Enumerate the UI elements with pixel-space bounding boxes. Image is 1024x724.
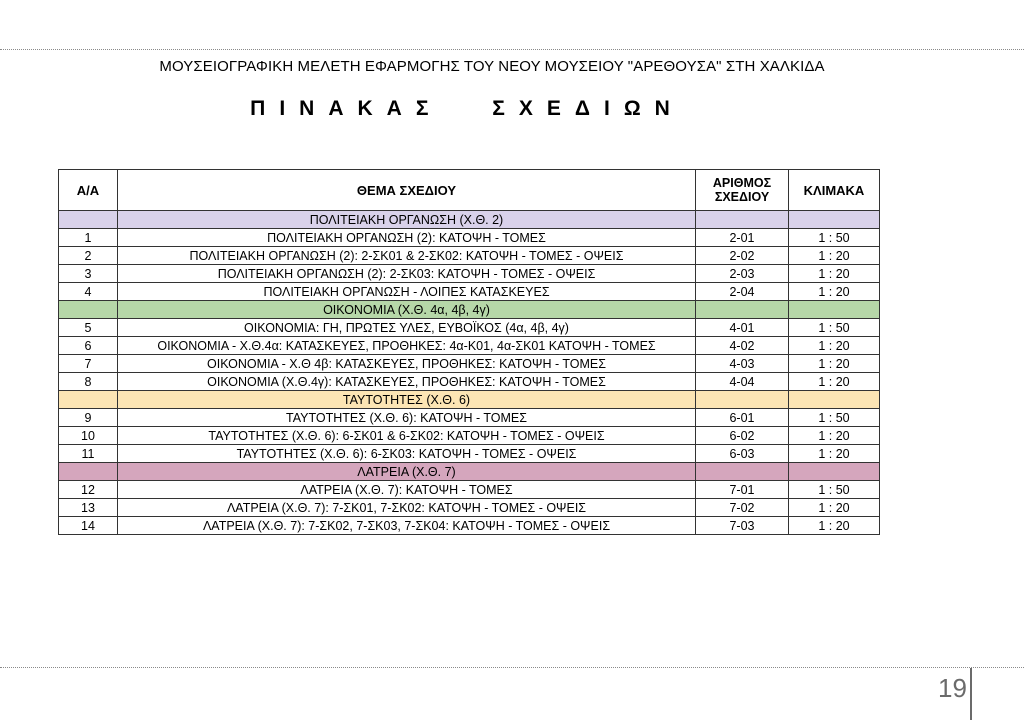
group-row <box>59 391 880 409</box>
cell-theme: ΤΑΥΤΟΤΗΤΕΣ (Χ.Θ. 6): ΚΑΤΟΨΗ - ΤΟΜΕΣ <box>118 409 696 427</box>
cell-drawing-number: 6-03 <box>696 445 789 463</box>
cell-theme: ΠΟΛΙΤΕΙΑΚΗ ΟΡΓΑΝΩΣΗ (2): ΚΑΤΟΨΗ - ΤΟΜΕΣ <box>118 229 696 247</box>
cell-drawing-number: 7-02 <box>696 499 789 517</box>
table-row <box>59 247 880 265</box>
group-label: ΛΑΤΡΕΙΑ (Χ.Θ. 7) <box>118 463 696 481</box>
group-label: ΠΟΛΙΤΕΙΑΚΗ ΟΡΓΑΝΩΣΗ (Χ.Θ. 2) <box>118 211 696 229</box>
group-cell-scale <box>789 463 880 481</box>
cell-aa: 7 <box>59 355 118 373</box>
group-cell-aa <box>59 463 118 481</box>
cell-scale: 1 : 50 <box>789 229 880 247</box>
cell-theme: ΟΙΚΟΝΟΜΙΑ - Χ.Θ.4α: ΚΑΤΑΣΚΕΥΕΣ, ΠΡΟΘΗΚΕΣ: 4α-Κ01, 4α-ΣΚ01 ΚΑΤΟΨΗ - ΤΟΜΕΣ <box>118 337 696 355</box>
table-title <box>0 97 1024 121</box>
table-row <box>59 319 880 337</box>
cell-drawing-number: 2-03 <box>696 265 789 283</box>
cell-scale: 1 : 20 <box>789 283 880 301</box>
drawings-table <box>58 169 880 535</box>
group-cell-number <box>696 301 789 319</box>
cell-drawing-number: 2-02 <box>696 247 789 265</box>
table-header-row <box>59 170 880 211</box>
group-cell-number <box>696 463 789 481</box>
document-header <box>0 58 1024 75</box>
cell-scale: 1 : 20 <box>789 427 880 445</box>
cell-theme: ΠΟΛΙΤΕΙΑΚΗ ΟΡΓΑΝΩΣΗ (2): 2-ΣΚ03: ΚΑΤΟΨΗ - ΤΟΜΕΣ - ΟΨΕΙΣ <box>118 265 696 283</box>
group-row <box>59 301 880 319</box>
cell-drawing-number: 4-01 <box>696 319 789 337</box>
group-label: ΤΑΥΤΟΤΗΤΕΣ (Χ.Θ. 6) <box>118 391 696 409</box>
page-number-bar <box>970 668 972 720</box>
group-row <box>59 211 880 229</box>
cell-drawing-number: 4-02 <box>696 337 789 355</box>
cell-aa: 2 <box>59 247 118 265</box>
cell-aa: 3 <box>59 265 118 283</box>
cell-drawing-number: 7-01 <box>696 481 789 499</box>
table-body <box>59 211 880 535</box>
cell-aa: 11 <box>59 445 118 463</box>
column-header-scale: ΚΛΙΜΑΚΑ <box>789 170 880 211</box>
cell-theme: ΠΟΛΙΤΕΙΑΚΗ ΟΡΓΑΝΩΣΗ - ΛΟΙΠΕΣ ΚΑΤΑΣΚΕΥΕΣ <box>118 283 696 301</box>
cell-scale: 1 : 20 <box>789 265 880 283</box>
group-cell-aa <box>59 391 118 409</box>
cell-aa: 12 <box>59 481 118 499</box>
cell-scale: 1 : 20 <box>789 373 880 391</box>
cell-scale: 1 : 50 <box>789 409 880 427</box>
cell-scale: 1 : 20 <box>789 247 880 265</box>
cell-theme: ΛΑΤΡΕΙΑ (Χ.Θ. 7): ΚΑΤΟΨΗ - ΤΟΜΕΣ <box>118 481 696 499</box>
cell-drawing-number: 6-02 <box>696 427 789 445</box>
group-label: ΟΙΚΟΝΟΜΙΑ (Χ.Θ. 4α, 4β, 4γ) <box>118 301 696 319</box>
table-row <box>59 499 880 517</box>
top-dotted-rule <box>0 49 1024 50</box>
group-cell-scale <box>789 301 880 319</box>
cell-aa: 4 <box>59 283 118 301</box>
column-header-drawing-number <box>696 170 789 211</box>
cell-theme: ΛΑΤΡΕΙΑ (Χ.Θ. 7): 7-ΣΚ01, 7-ΣΚ02: ΚΑΤΟΨΗ - ΤΟΜΕΣ - ΟΨΕΙΣ <box>118 499 696 517</box>
cell-drawing-number: 4-03 <box>696 355 789 373</box>
cell-aa: 1 <box>59 229 118 247</box>
bottom-dotted-rule <box>0 667 1024 668</box>
table-title-text: ΠΙΝΑΚΑΣ ΣΧΕΔΙΩΝ <box>250 97 684 120</box>
cell-theme: ΟΙΚΟΝΟΜΙΑ - Χ.Θ 4β: ΚΑΤΑΣΚΕΥΕΣ, ΠΡΟΘΗΚΕΣ: ΚΑΤΟΨΗ - ΤΟΜΕΣ <box>118 355 696 373</box>
table-row <box>59 409 880 427</box>
cell-theme: ΠΟΛΙΤΕΙΑΚΗ ΟΡΓΑΝΩΣΗ (2): 2-ΣΚ01 & 2-ΣΚ02: ΚΑΤΟΨΗ - ΤΟΜΕΣ - ΟΨΕΙΣ <box>118 247 696 265</box>
table-row <box>59 355 880 373</box>
group-cell-scale <box>789 391 880 409</box>
cell-scale: 1 : 20 <box>789 355 880 373</box>
cell-theme: ΟΙΚΟΝΟΜΙΑ: ΓΗ, ΠΡΩΤΕΣ ΥΛΕΣ, ΕΥΒΟΪΚΟΣ (4α, 4β, 4γ) <box>118 319 696 337</box>
cell-aa: 13 <box>59 499 118 517</box>
page-number: 19 <box>938 673 967 703</box>
cell-drawing-number: 2-01 <box>696 229 789 247</box>
cell-scale: 1 : 50 <box>789 481 880 499</box>
table-row <box>59 481 880 499</box>
table-row <box>59 229 880 247</box>
cell-scale: 1 : 20 <box>789 517 880 535</box>
cell-theme: ΟΙΚΟΝΟΜΙΑ (Χ.Θ.4γ): ΚΑΤΑΣΚΕΥΕΣ, ΠΡΟΘΗΚΕΣ: ΚΑΤΟΨΗ - ΤΟΜΕΣ <box>118 373 696 391</box>
column-header-drawing-number-text: ΑΡΙΘΜΟΣ ΣΧΕΔΙΟΥ <box>712 176 772 204</box>
cell-drawing-number: 7-03 <box>696 517 789 535</box>
cell-aa: 14 <box>59 517 118 535</box>
group-cell-aa <box>59 211 118 229</box>
table-row <box>59 337 880 355</box>
table-row <box>59 517 880 535</box>
table-row <box>59 445 880 463</box>
cell-theme: ΤΑΥΤΟΤΗΤΕΣ (Χ.Θ. 6): 6-ΣΚ03: ΚΑΤΟΨΗ - ΤΟΜΕΣ - ΟΨΕΙΣ <box>118 445 696 463</box>
cell-aa: 10 <box>59 427 118 445</box>
table-row <box>59 283 880 301</box>
cell-scale: 1 : 50 <box>789 319 880 337</box>
cell-aa: 9 <box>59 409 118 427</box>
cell-drawing-number: 2-04 <box>696 283 789 301</box>
cell-scale: 1 : 20 <box>789 337 880 355</box>
group-cell-scale <box>789 211 880 229</box>
cell-aa: 5 <box>59 319 118 337</box>
group-cell-number <box>696 211 789 229</box>
table-row <box>59 427 880 445</box>
cell-theme: ΛΑΤΡΕΙΑ (Χ.Θ. 7): 7-ΣΚ02, 7-ΣΚ03, 7-ΣΚ04: ΚΑΤΟΨΗ - ΤΟΜΕΣ - ΟΨΕΙΣ <box>118 517 696 535</box>
document-header-text: ΜΟΥΣΕΙΟΓΡΑΦΙΚΗ ΜΕΛΕΤΗ ΕΦΑΡΜΟΓΗΣ ΤΟΥ ΝΕΟΥ ΜΟΥΣΕΙΟΥ "ΑΡΕΘΟΥΣΑ" ΣΤΗ ΧΑΛΚΙΔΑ <box>159 58 825 75</box>
group-cell-number <box>696 391 789 409</box>
column-header-theme: ΘΕΜΑ ΣΧΕΔΙΟΥ <box>118 170 696 211</box>
cell-theme: ΤΑΥΤΟΤΗΤΕΣ (Χ.Θ. 6): 6-ΣΚ01 & 6-ΣΚ02: ΚΑΤΟΨΗ - ΤΟΜΕΣ - ΟΨΕΙΣ <box>118 427 696 445</box>
cell-aa: 6 <box>59 337 118 355</box>
group-cell-aa <box>59 301 118 319</box>
cell-scale: 1 : 20 <box>789 445 880 463</box>
cell-scale: 1 : 20 <box>789 499 880 517</box>
group-row <box>59 463 880 481</box>
cell-aa: 8 <box>59 373 118 391</box>
column-header-aa: Α/Α <box>59 170 118 211</box>
table-row <box>59 265 880 283</box>
table-row <box>59 373 880 391</box>
cell-drawing-number: 4-04 <box>696 373 789 391</box>
cell-drawing-number: 6-01 <box>696 409 789 427</box>
